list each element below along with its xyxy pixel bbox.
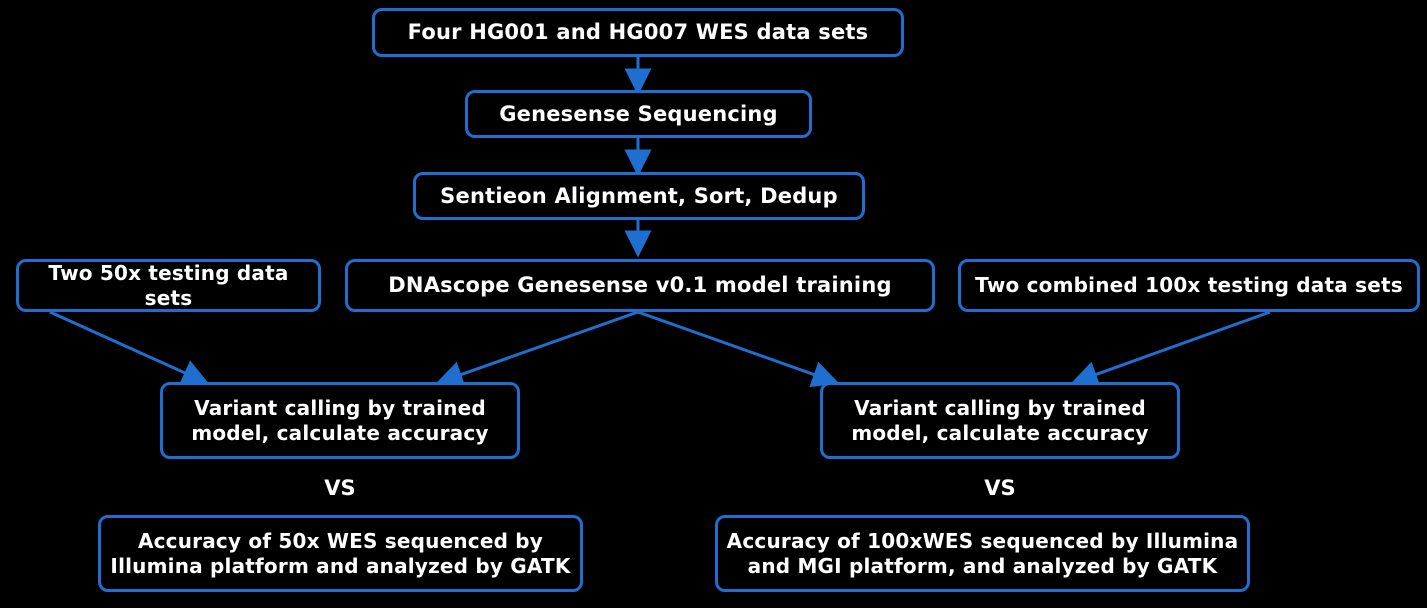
node-sentieon-alignment [413,172,865,220]
node-label: Variant calling by trained model, calculate accuracy [851,395,1149,445]
node-variant-calling-right [820,382,1180,459]
vs-text: VS [984,476,1016,500]
node-input-datasets [372,8,904,57]
node-gatk-accuracy-50x [98,515,583,592]
node-genesense-sequencing [465,90,812,138]
node-label: Four HG001 and HG007 WES data sets [407,20,869,45]
node-gatk-accuracy-100x [715,515,1250,592]
edge-50x-to-variantcalling-left [50,312,205,382]
node-model-training [345,259,935,312]
node-label: Accuracy of 100xWES sequenced by Illumina and MGI platform, and analyzed by GATK [726,528,1239,578]
node-label: Variant calling by trained model, calculate accuracy [191,395,489,445]
node-50x-testing-datasets [16,259,321,312]
edge-training-to-variantcalling-right [638,312,835,382]
node-label: Accuracy of 50x WES sequenced by Illumina platform and analyzed by GATK [110,528,571,578]
vs-label-right [940,476,1060,500]
edge-training-to-variantcalling-left [440,312,638,382]
node-label: Sentieon Alignment, Sort, Dedup [440,183,838,208]
vs-label-left [280,476,400,500]
node-label: Genesense Sequencing [499,101,778,126]
node-label: Two 50x testing data sets [48,260,289,310]
vs-text: VS [324,476,356,500]
node-label: Two combined 100x testing data sets [975,273,1403,297]
node-100x-testing-datasets [958,259,1420,312]
node-variant-calling-left [160,382,520,459]
node-label: DNAscope Genesense v0.1 model training [388,273,892,298]
edge-100x-to-variantcalling-right [1075,312,1270,382]
